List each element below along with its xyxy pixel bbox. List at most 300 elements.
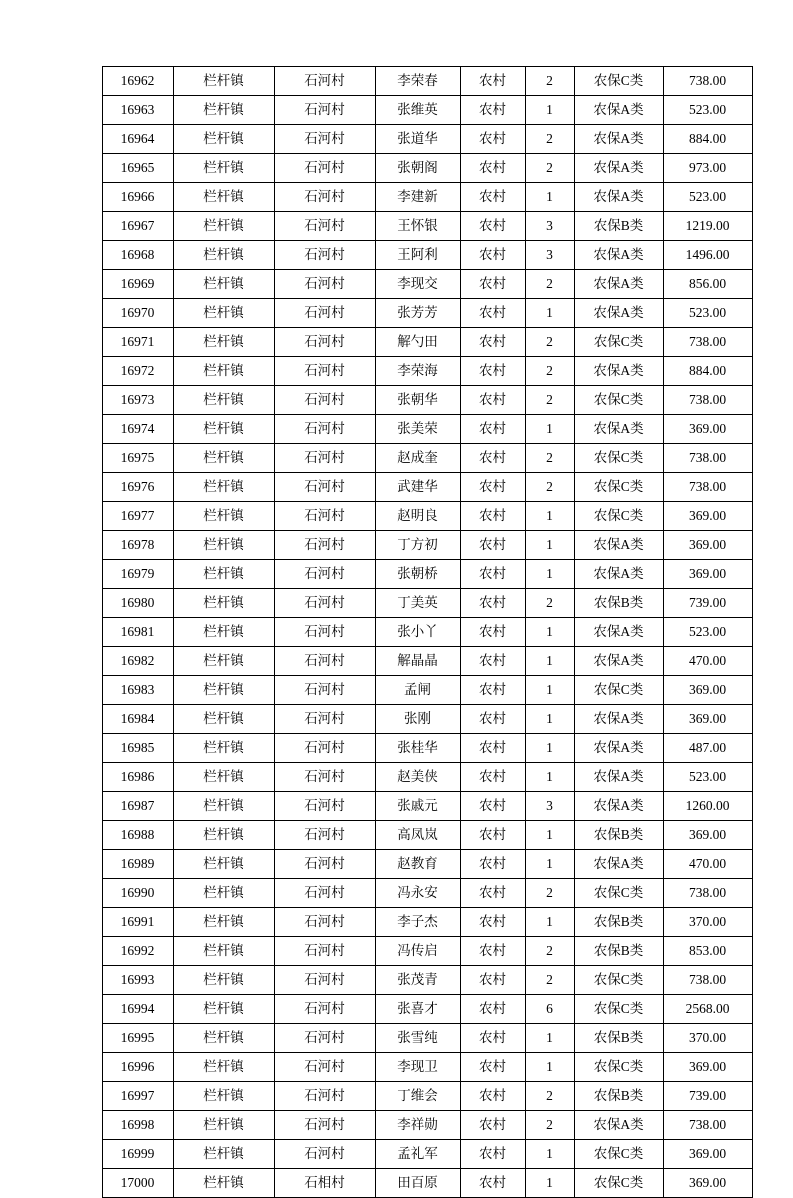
cell-name: 李现交 xyxy=(375,270,460,299)
cell-id: 16980 xyxy=(102,589,173,618)
cell-household-type: 农村 xyxy=(460,531,525,560)
cell-amount: 2568.00 xyxy=(663,995,752,1024)
cell-household-type: 农村 xyxy=(460,560,525,589)
cell-household-type: 农村 xyxy=(460,67,525,96)
cell-id: 16982 xyxy=(102,647,173,676)
cell-town: 栏杆镇 xyxy=(173,531,274,560)
table-row xyxy=(102,270,752,299)
cell-amount: 369.00 xyxy=(663,415,752,444)
table-row xyxy=(102,473,752,502)
cell-name: 孟闸 xyxy=(375,676,460,705)
cell-household-type: 农村 xyxy=(460,1082,525,1111)
cell-persons: 2 xyxy=(525,444,574,473)
cell-village: 石河村 xyxy=(274,299,375,328)
cell-category: 农保A类 xyxy=(574,647,663,676)
cell-name: 田百原 xyxy=(375,1169,460,1198)
cell-name: 李荣春 xyxy=(375,67,460,96)
cell-village: 石河村 xyxy=(274,386,375,415)
cell-persons: 1 xyxy=(525,676,574,705)
table-row xyxy=(102,850,752,879)
cell-category: 农保C类 xyxy=(574,502,663,531)
cell-household-type: 农村 xyxy=(460,1140,525,1169)
cell-id: 16987 xyxy=(102,792,173,821)
table-row xyxy=(102,763,752,792)
cell-id: 16995 xyxy=(102,1024,173,1053)
cell-amount: 739.00 xyxy=(663,589,752,618)
cell-household-type: 农村 xyxy=(460,792,525,821)
cell-village: 石河村 xyxy=(274,531,375,560)
cell-category: 农保A类 xyxy=(574,96,663,125)
cell-id: 16988 xyxy=(102,821,173,850)
cell-persons: 1 xyxy=(525,1053,574,1082)
table-row xyxy=(102,647,752,676)
cell-amount: 470.00 xyxy=(663,647,752,676)
cell-name: 王阿利 xyxy=(375,241,460,270)
cell-town: 栏杆镇 xyxy=(173,1082,274,1111)
table-row xyxy=(102,1140,752,1169)
cell-town: 栏杆镇 xyxy=(173,908,274,937)
cell-amount: 369.00 xyxy=(663,531,752,560)
cell-village: 石河村 xyxy=(274,125,375,154)
cell-household-type: 农村 xyxy=(460,618,525,647)
cell-town: 栏杆镇 xyxy=(173,1140,274,1169)
cell-category: 农保B类 xyxy=(574,589,663,618)
table-row xyxy=(102,183,752,212)
cell-household-type: 农村 xyxy=(460,908,525,937)
cell-category: 农保A类 xyxy=(574,792,663,821)
cell-village: 石河村 xyxy=(274,850,375,879)
cell-id: 16968 xyxy=(102,241,173,270)
cell-id: 16985 xyxy=(102,734,173,763)
cell-category: 农保A类 xyxy=(574,125,663,154)
cell-town: 栏杆镇 xyxy=(173,676,274,705)
cell-household-type: 农村 xyxy=(460,502,525,531)
cell-category: 农保A类 xyxy=(574,1111,663,1140)
cell-id: 16973 xyxy=(102,386,173,415)
cell-town: 栏杆镇 xyxy=(173,183,274,212)
cell-household-type: 农村 xyxy=(460,212,525,241)
cell-amount: 369.00 xyxy=(663,502,752,531)
cell-town: 栏杆镇 xyxy=(173,96,274,125)
cell-id: 16971 xyxy=(102,328,173,357)
table-row xyxy=(102,1111,752,1140)
cell-category: 农保A类 xyxy=(574,763,663,792)
cell-village: 石相村 xyxy=(274,1169,375,1198)
table-row xyxy=(102,531,752,560)
cell-id: 16977 xyxy=(102,502,173,531)
cell-town: 栏杆镇 xyxy=(173,357,274,386)
cell-id: 16996 xyxy=(102,1053,173,1082)
cell-village: 石河村 xyxy=(274,502,375,531)
cell-amount: 523.00 xyxy=(663,618,752,647)
cell-amount: 738.00 xyxy=(663,67,752,96)
cell-category: 农保A类 xyxy=(574,705,663,734)
cell-name: 高凤岚 xyxy=(375,821,460,850)
table-row xyxy=(102,154,752,183)
cell-village: 石河村 xyxy=(274,676,375,705)
cell-amount: 487.00 xyxy=(663,734,752,763)
cell-id: 16974 xyxy=(102,415,173,444)
cell-name: 解勺田 xyxy=(375,328,460,357)
cell-id: 16990 xyxy=(102,879,173,908)
cell-town: 栏杆镇 xyxy=(173,995,274,1024)
cell-amount: 853.00 xyxy=(663,937,752,966)
cell-household-type: 农村 xyxy=(460,1053,525,1082)
cell-name: 张美荣 xyxy=(375,415,460,444)
cell-household-type: 农村 xyxy=(460,879,525,908)
cell-persons: 2 xyxy=(525,67,574,96)
cell-village: 石河村 xyxy=(274,415,375,444)
cell-category: 农保A类 xyxy=(574,154,663,183)
table-body xyxy=(102,67,752,1198)
table-row xyxy=(102,908,752,937)
table-row xyxy=(102,792,752,821)
cell-household-type: 农村 xyxy=(460,763,525,792)
cell-village: 石河村 xyxy=(274,1024,375,1053)
cell-amount: 523.00 xyxy=(663,183,752,212)
cell-town: 栏杆镇 xyxy=(173,1111,274,1140)
cell-village: 石河村 xyxy=(274,96,375,125)
cell-household-type: 农村 xyxy=(460,328,525,357)
table-row xyxy=(102,67,752,96)
cell-village: 石河村 xyxy=(274,1111,375,1140)
cell-amount: 738.00 xyxy=(663,444,752,473)
cell-town: 栏杆镇 xyxy=(173,937,274,966)
cell-amount: 884.00 xyxy=(663,125,752,154)
cell-amount: 369.00 xyxy=(663,1140,752,1169)
cell-amount: 369.00 xyxy=(663,676,752,705)
cell-category: 农保A类 xyxy=(574,560,663,589)
cell-village: 石河村 xyxy=(274,357,375,386)
cell-id: 16976 xyxy=(102,473,173,502)
cell-town: 栏杆镇 xyxy=(173,444,274,473)
cell-persons: 2 xyxy=(525,879,574,908)
cell-town: 栏杆镇 xyxy=(173,763,274,792)
cell-household-type: 农村 xyxy=(460,183,525,212)
table-row xyxy=(102,705,752,734)
cell-name: 李建新 xyxy=(375,183,460,212)
cell-amount: 470.00 xyxy=(663,850,752,879)
cell-town: 栏杆镇 xyxy=(173,850,274,879)
cell-persons: 3 xyxy=(525,212,574,241)
cell-amount: 369.00 xyxy=(663,821,752,850)
cell-name: 丁方初 xyxy=(375,531,460,560)
cell-persons: 1 xyxy=(525,734,574,763)
cell-category: 农保A类 xyxy=(574,183,663,212)
cell-category: 农保C类 xyxy=(574,1169,663,1198)
cell-category: 农保A类 xyxy=(574,299,663,328)
cell-name: 张喜才 xyxy=(375,995,460,1024)
cell-town: 栏杆镇 xyxy=(173,560,274,589)
cell-name: 丁维会 xyxy=(375,1082,460,1111)
cell-amount: 370.00 xyxy=(663,1024,752,1053)
cell-household-type: 农村 xyxy=(460,995,525,1024)
cell-category: 农保B类 xyxy=(574,1082,663,1111)
cell-amount: 523.00 xyxy=(663,299,752,328)
cell-persons: 1 xyxy=(525,415,574,444)
cell-id: 16984 xyxy=(102,705,173,734)
cell-town: 栏杆镇 xyxy=(173,125,274,154)
cell-town: 栏杆镇 xyxy=(173,299,274,328)
cell-village: 石河村 xyxy=(274,212,375,241)
cell-name: 武建华 xyxy=(375,473,460,502)
cell-persons: 1 xyxy=(525,850,574,879)
cell-persons: 2 xyxy=(525,1082,574,1111)
cell-persons: 2 xyxy=(525,154,574,183)
cell-category: 农保C类 xyxy=(574,444,663,473)
cell-town: 栏杆镇 xyxy=(173,879,274,908)
cell-category: 农保C类 xyxy=(574,1053,663,1082)
cell-category: 农保B类 xyxy=(574,937,663,966)
cell-amount: 738.00 xyxy=(663,879,752,908)
cell-persons: 1 xyxy=(525,183,574,212)
cell-category: 农保A类 xyxy=(574,618,663,647)
cell-village: 石河村 xyxy=(274,937,375,966)
table-container xyxy=(102,66,730,1198)
cell-town: 栏杆镇 xyxy=(173,792,274,821)
cell-town: 栏杆镇 xyxy=(173,618,274,647)
cell-household-type: 农村 xyxy=(460,1024,525,1053)
cell-name: 张刚 xyxy=(375,705,460,734)
cell-category: 农保C类 xyxy=(574,966,663,995)
table-row xyxy=(102,1082,752,1111)
cell-amount: 370.00 xyxy=(663,908,752,937)
cell-name: 冯传启 xyxy=(375,937,460,966)
cell-town: 栏杆镇 xyxy=(173,1024,274,1053)
cell-category: 农保A类 xyxy=(574,415,663,444)
cell-village: 石河村 xyxy=(274,473,375,502)
cell-persons: 3 xyxy=(525,792,574,821)
cell-persons: 2 xyxy=(525,966,574,995)
cell-village: 石河村 xyxy=(274,879,375,908)
cell-id: 16997 xyxy=(102,1082,173,1111)
cell-amount: 1260.00 xyxy=(663,792,752,821)
cell-id: 16989 xyxy=(102,850,173,879)
cell-id: 16964 xyxy=(102,125,173,154)
cell-id: 16981 xyxy=(102,618,173,647)
cell-town: 栏杆镇 xyxy=(173,821,274,850)
cell-village: 石河村 xyxy=(274,908,375,937)
table-row xyxy=(102,560,752,589)
cell-village: 石河村 xyxy=(274,995,375,1024)
cell-name: 孟礼军 xyxy=(375,1140,460,1169)
cell-household-type: 农村 xyxy=(460,444,525,473)
cell-persons: 3 xyxy=(525,241,574,270)
cell-household-type: 农村 xyxy=(460,415,525,444)
table-row xyxy=(102,966,752,995)
cell-persons: 1 xyxy=(525,1169,574,1198)
cell-amount: 1219.00 xyxy=(663,212,752,241)
cell-persons: 2 xyxy=(525,125,574,154)
cell-id: 16979 xyxy=(102,560,173,589)
cell-persons: 2 xyxy=(525,357,574,386)
cell-village: 石河村 xyxy=(274,1140,375,1169)
cell-id: 16978 xyxy=(102,531,173,560)
cell-id: 16992 xyxy=(102,937,173,966)
cell-town: 栏杆镇 xyxy=(173,966,274,995)
cell-household-type: 农村 xyxy=(460,705,525,734)
cell-name: 李祥勋 xyxy=(375,1111,460,1140)
cell-town: 栏杆镇 xyxy=(173,1053,274,1082)
cell-town: 栏杆镇 xyxy=(173,270,274,299)
cell-amount: 738.00 xyxy=(663,966,752,995)
cell-persons: 6 xyxy=(525,995,574,1024)
table-row xyxy=(102,415,752,444)
cell-category: 农保B类 xyxy=(574,908,663,937)
cell-amount: 369.00 xyxy=(663,705,752,734)
cell-village: 石河村 xyxy=(274,1053,375,1082)
beneficiary-table xyxy=(102,66,753,1198)
cell-name: 张道华 xyxy=(375,125,460,154)
table-row xyxy=(102,328,752,357)
cell-persons: 1 xyxy=(525,908,574,937)
cell-name: 张朝桥 xyxy=(375,560,460,589)
table-row xyxy=(102,1024,752,1053)
cell-category: 农保A类 xyxy=(574,357,663,386)
cell-town: 栏杆镇 xyxy=(173,241,274,270)
cell-name: 冯永安 xyxy=(375,879,460,908)
cell-category: 农保C类 xyxy=(574,67,663,96)
cell-persons: 1 xyxy=(525,647,574,676)
cell-household-type: 农村 xyxy=(460,966,525,995)
cell-name: 张茂青 xyxy=(375,966,460,995)
cell-amount: 523.00 xyxy=(663,96,752,125)
table-row xyxy=(102,357,752,386)
cell-village: 石河村 xyxy=(274,154,375,183)
cell-name: 赵明良 xyxy=(375,502,460,531)
table-row xyxy=(102,676,752,705)
table-row xyxy=(102,212,752,241)
cell-category: 农保B类 xyxy=(574,212,663,241)
cell-category: 农保C类 xyxy=(574,328,663,357)
table-row xyxy=(102,879,752,908)
table-row xyxy=(102,618,752,647)
cell-town: 栏杆镇 xyxy=(173,328,274,357)
cell-category: 农保A类 xyxy=(574,531,663,560)
table-row xyxy=(102,125,752,154)
cell-household-type: 农村 xyxy=(460,299,525,328)
cell-household-type: 农村 xyxy=(460,357,525,386)
cell-amount: 856.00 xyxy=(663,270,752,299)
table-row xyxy=(102,386,752,415)
table-row xyxy=(102,937,752,966)
cell-id: 17000 xyxy=(102,1169,173,1198)
cell-persons: 1 xyxy=(525,560,574,589)
cell-amount: 738.00 xyxy=(663,1111,752,1140)
cell-category: 农保C类 xyxy=(574,473,663,502)
table-row xyxy=(102,96,752,125)
table-row xyxy=(102,502,752,531)
cell-name: 张小丫 xyxy=(375,618,460,647)
table-row xyxy=(102,589,752,618)
cell-village: 石河村 xyxy=(274,618,375,647)
cell-amount: 884.00 xyxy=(663,357,752,386)
cell-village: 石河村 xyxy=(274,183,375,212)
cell-name: 李子杰 xyxy=(375,908,460,937)
cell-name: 李荣海 xyxy=(375,357,460,386)
cell-id: 16963 xyxy=(102,96,173,125)
cell-household-type: 农村 xyxy=(460,821,525,850)
cell-amount: 973.00 xyxy=(663,154,752,183)
cell-amount: 739.00 xyxy=(663,1082,752,1111)
cell-name: 赵教育 xyxy=(375,850,460,879)
cell-household-type: 农村 xyxy=(460,589,525,618)
cell-village: 石河村 xyxy=(274,241,375,270)
cell-id: 16966 xyxy=(102,183,173,212)
cell-id: 16986 xyxy=(102,763,173,792)
cell-id: 16972 xyxy=(102,357,173,386)
cell-amount: 738.00 xyxy=(663,473,752,502)
cell-town: 栏杆镇 xyxy=(173,386,274,415)
cell-amount: 738.00 xyxy=(663,386,752,415)
cell-town: 栏杆镇 xyxy=(173,1169,274,1198)
cell-amount: 738.00 xyxy=(663,328,752,357)
cell-persons: 1 xyxy=(525,502,574,531)
cell-id: 16962 xyxy=(102,67,173,96)
cell-village: 石河村 xyxy=(274,763,375,792)
cell-persons: 2 xyxy=(525,937,574,966)
cell-id: 16967 xyxy=(102,212,173,241)
cell-amount: 523.00 xyxy=(663,763,752,792)
cell-category: 农保C类 xyxy=(574,1140,663,1169)
cell-household-type: 农村 xyxy=(460,270,525,299)
cell-name: 解晶晶 xyxy=(375,647,460,676)
cell-household-type: 农村 xyxy=(460,734,525,763)
cell-household-type: 农村 xyxy=(460,96,525,125)
cell-household-type: 农村 xyxy=(460,676,525,705)
cell-household-type: 农村 xyxy=(460,386,525,415)
cell-village: 石河村 xyxy=(274,734,375,763)
cell-name: 赵美侠 xyxy=(375,763,460,792)
cell-amount: 369.00 xyxy=(663,1053,752,1082)
cell-id: 16991 xyxy=(102,908,173,937)
cell-category: 农保A类 xyxy=(574,850,663,879)
cell-id: 16970 xyxy=(102,299,173,328)
cell-category: 农保A类 xyxy=(574,270,663,299)
cell-name: 张戚元 xyxy=(375,792,460,821)
cell-name: 王怀银 xyxy=(375,212,460,241)
cell-village: 石河村 xyxy=(274,560,375,589)
cell-persons: 2 xyxy=(525,386,574,415)
cell-town: 栏杆镇 xyxy=(173,415,274,444)
cell-persons: 2 xyxy=(525,270,574,299)
cell-persons: 2 xyxy=(525,589,574,618)
cell-household-type: 农村 xyxy=(460,1169,525,1198)
table-row xyxy=(102,821,752,850)
cell-category: 农保A类 xyxy=(574,734,663,763)
cell-name: 张朝华 xyxy=(375,386,460,415)
cell-town: 栏杆镇 xyxy=(173,154,274,183)
table-row xyxy=(102,241,752,270)
cell-id: 16999 xyxy=(102,1140,173,1169)
table-row xyxy=(102,1053,752,1082)
cell-category: 农保C类 xyxy=(574,995,663,1024)
cell-persons: 2 xyxy=(525,328,574,357)
cell-category: 农保B类 xyxy=(574,821,663,850)
cell-town: 栏杆镇 xyxy=(173,502,274,531)
cell-village: 石河村 xyxy=(274,67,375,96)
cell-id: 16993 xyxy=(102,966,173,995)
cell-household-type: 农村 xyxy=(460,647,525,676)
cell-village: 石河村 xyxy=(274,589,375,618)
cell-name: 李现卫 xyxy=(375,1053,460,1082)
cell-amount: 1496.00 xyxy=(663,241,752,270)
cell-category: 农保A类 xyxy=(574,241,663,270)
table-row xyxy=(102,1169,752,1198)
cell-household-type: 农村 xyxy=(460,241,525,270)
cell-persons: 2 xyxy=(525,473,574,502)
cell-household-type: 农村 xyxy=(460,937,525,966)
